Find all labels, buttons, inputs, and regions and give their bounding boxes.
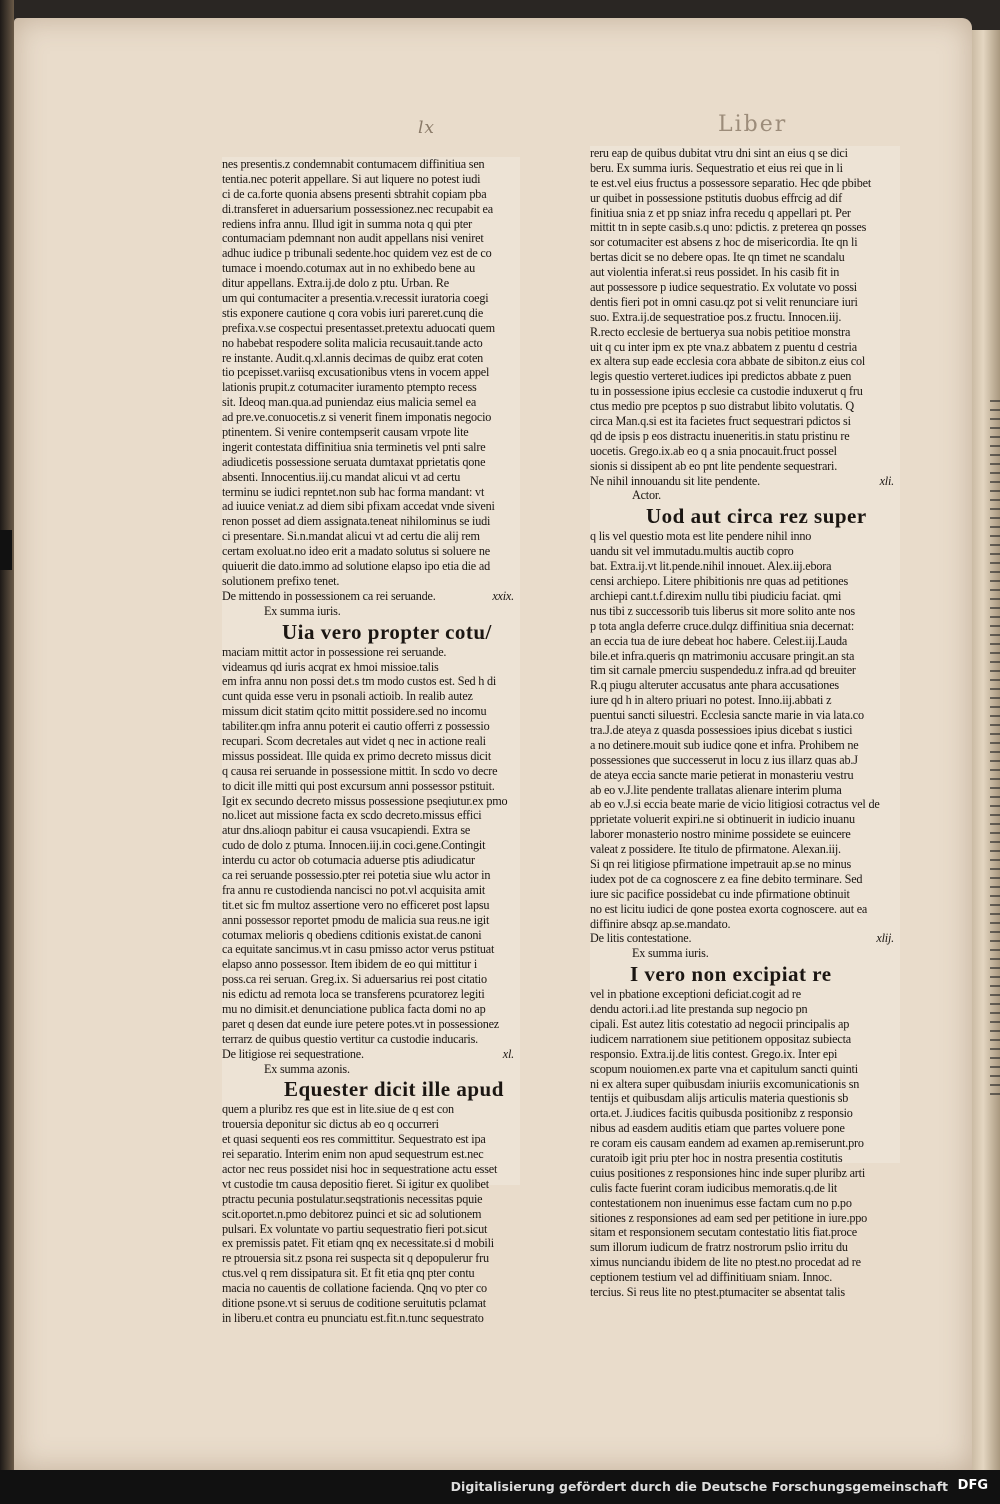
text-line: diffinire absqz ap.se.mandato. [590, 916, 731, 931]
text-line: aut possessore p iudice sequestratio. Ex volutate vo possi [590, 280, 857, 295]
text-line: orta.et. J.iudices facitis quibusda positionibz z responsio [590, 1106, 853, 1121]
text-line: mittit tn in septe casib.s.q uno: pdictis. z preterea qn posses [590, 220, 867, 235]
left-text-block-1 [222, 157, 520, 589]
text-line: macia no cauentis de collatione facienda. Qnq vo pter co [222, 1281, 487, 1296]
text-line: em infra annu non possi det.s tm modo custos est. Sed h di [222, 674, 497, 689]
left-text-block-2 [222, 645, 520, 1047]
text-line: missus possideat. Ille quida ex primo decreto missus dicit [222, 748, 492, 763]
text-line: R.recto ecclesie de bertuerya sua nobis petitioe monstra [590, 324, 851, 339]
text-line: Si qn rei litigiose pfirmatione impetrauit ap.se no minus [590, 856, 852, 871]
text-line: tim sit carnale pmerciu suspendedu.z infra.ad qd breuiter [590, 663, 856, 678]
left-text-block-3 [222, 1102, 520, 1325]
text-line: tio pcepisset.variisq excusationibus vtens in vocem appel [222, 365, 490, 380]
right-text-block-1 [590, 146, 900, 474]
text-line: responsio. Extra.ij.de litis contest. Grego.ix. Inter epi [590, 1046, 838, 1061]
dfg-logo: DFG [957, 1478, 988, 1493]
text-line: ptinentem. Si venire contempserit causam vrpote lite [222, 425, 469, 440]
rubric-heading [222, 1047, 520, 1062]
folio-number: lx [418, 118, 436, 138]
right-text-block-3 [590, 987, 900, 1300]
initial-heading: Equester dicit ille apud [284, 1077, 504, 1102]
text-line: ximus nunciandu ibidem de lite no ptest.no procedat ad re [590, 1255, 861, 1270]
text-line: ctus medio pre pceptos p suo distrabut libito volutatis. Q [590, 399, 854, 414]
text-line: terrarz de quibus questio vertitur ca custodie inducaris. [222, 1031, 478, 1046]
text-line: laborer monasterio nostro minime possidete se euincere [590, 827, 851, 842]
right-column [590, 146, 900, 1300]
text-line: censi archiepo. Litere phibitionis nre quas ad petitiones [590, 574, 848, 589]
text-line: circa Man.q.si est ita facietes fruct sequestrari pdictos si [590, 414, 851, 429]
text-line: tu in possessione ipius ecclesie ca custodie induxerut q fru [590, 384, 863, 399]
text-line: R.q piugu alteruter accusatus ante phara accusationes [590, 678, 839, 693]
initial-heading: Uia vero propter cotu/ [282, 619, 492, 644]
text-line: qd de ipsis p eos distractu inueneritis.in statu pristinu re [590, 428, 850, 443]
text-line: te est.vel eius fructus a possessore separatio. Hec qde pbibet [590, 175, 872, 190]
text-line: scopum nouiomen.ex parte vna et capitulum sancti quinti [590, 1061, 858, 1076]
text-line: Igit ex secundo decreto missus possessione pseqiutur.ex pmo [222, 793, 508, 808]
text-line: quem a pluribz res que est in lite.siue de q est con [222, 1102, 454, 1117]
text-line: ci presentare. Si.n.mandat alicui vt ad certu die alij rem [222, 529, 480, 544]
text-line: ur quibet in possessione pstitutis duobus effrcig ad dif [590, 190, 842, 205]
text-line: rediens infra annu. Illud igit in summa nota q qui pter [222, 216, 472, 231]
text-line: renon posset ad diem assignata.teneat nihilominus se iudi [222, 514, 491, 529]
text-line: uandu sit vel immutadu.multis auctib copro [590, 544, 794, 559]
text-line: di.transferet in aduersarium possessionez.nec recupabit ea [222, 201, 493, 216]
book-spine-edge [0, 0, 14, 1470]
text-line: bile.et infra.queris qn matrimoniu accusare pringit.an sta [590, 648, 855, 663]
footer-bar [0, 1470, 1000, 1504]
text-line: nus tibi z successorib tuis liberus sit more solito ante nos [590, 603, 855, 618]
text-line: paret q desen dat eunde iure petere potes.vt in possessionez [222, 1016, 500, 1031]
text-line: ditur appellans. Extra.ij.de dolo z ptu. Urban. Re [222, 276, 449, 291]
rubric-heading [590, 931, 900, 946]
text-line: q lis vel questio mota est lite pendere nihil inno [590, 529, 812, 544]
text-line: trouersia deponitur sic dictus ab eo q occurreri [222, 1117, 439, 1132]
text-line: dentis fieri pot in omni casu.qz pot si velit renunciare iuri [590, 294, 858, 309]
text-line: cipali. Est autez litis cotestatio ad negocii principalis ap [590, 1016, 850, 1031]
chapter-number: xxix. [492, 588, 514, 603]
text-line: tentijs et quibusdam alijs articulis materia questionis sb [590, 1091, 849, 1106]
text-line: no est licitu iudici de qone postea exorta cognoscere. aut ea [590, 901, 868, 916]
text-line: curatoib igit priu pter hoc in nostra presentia costitutis [590, 1151, 843, 1165]
rubric-heading [222, 589, 520, 604]
text-line: certam exoluat.no ideo erit a madato solutus si soluere ne [222, 544, 490, 559]
initial-heading: Uod aut circa rez super [646, 504, 867, 529]
text-line: ab eo v.J.lite pendente trallatas alienare interim pluma [590, 782, 842, 797]
text-line: in liberu.et contra eu pnunciatu est.fit.n.tunc sequestrato [222, 1310, 484, 1325]
bookmark-tab [0, 530, 12, 570]
text-line: ingerit contestata diffinitiua snia terminetis vel pnti salre [222, 439, 486, 454]
text-line: et quasi sequenti eos res committitur. Sequestrato est ipa [222, 1132, 486, 1147]
text-line: atur dns.alioqn pabitur ei causa vsucapiendi. Extra se [222, 823, 471, 838]
text-line: uocetis. Grego.ix.ab eo q a snia pnocauit.fruct possel [590, 443, 837, 458]
text-line: iudicem narrationem siue petitionem oppositaz subiecta [590, 1031, 851, 1046]
text-line: re instante. Audit.q.xl.annis decimas de quibz erat coten [222, 350, 484, 365]
text-line: stis exponere cautione q cora vobis iuri pareret.cunq die [222, 305, 484, 320]
rubric-title: Ne nihil innouandu sit lite pendente. [590, 473, 760, 488]
text-line: reru eap de quibus dubitat vtru dni sint an eius q se dici [590, 146, 848, 160]
text-line: cunt quida esse veru in psonali actioib. In realib autez [222, 689, 473, 704]
text-line: ca rei seruande possessio.pter rei potetia siue wlu actor in [222, 867, 491, 882]
text-line: possessiones que successerut in locu z ius illarz quas ab.J [590, 752, 858, 767]
text-line: beru. Ex summa iuris. Sequestratio et eius rei que in li [590, 160, 843, 175]
rubric-heading [590, 474, 900, 489]
rubric-source: Ex summa azonis. [264, 1061, 350, 1076]
text-line: cotumax melioris q obediens cditionis existat.de canoni [222, 927, 482, 942]
text-line: ad pre.ve.conuocetis.z si venerit finem imponatis negocio [222, 410, 492, 425]
text-line: no habebat respodere solita malicia recusauit.tande acto [222, 335, 483, 350]
text-line: no.licet aut missione facta ex scdo decreto.missus effici [222, 808, 482, 823]
text-line: missum dicit statim qcito mittit possidere.sed no incomu [222, 704, 487, 719]
text-line: dendu actori.i.ad lite prestanda sup negocio pn [590, 1002, 808, 1017]
text-line: q causa rei seruande in possessione mittit. In scdo vo decre [222, 763, 498, 778]
text-line: culis facte fuerint coram iudicibus memoratis.q.de lit [590, 1180, 838, 1195]
text-line: ci de ca.forte quonia absens presenti sbtrahit copiam pba [222, 186, 487, 201]
rubric-title: De litis contestatione. [590, 931, 692, 946]
text-line: aut violentia inferat.si reus possidet. In his casib fit in [590, 265, 840, 280]
text-line: scit.oportet.n.pmo debitorez puinci et sic ad solutionem [222, 1206, 482, 1221]
text-line: finitiua snia z et pp sniaz infra recedu q appellari pt. Per [590, 205, 851, 220]
text-line: contumaciam pdemnant non audit appellans nisi veniret [222, 231, 484, 246]
text-line: maciam mittit actor in possessione rei seruande. [222, 644, 447, 659]
text-line: archiepi cant.t.f.direxim nullu tibi piudiciu faciat. qmi [590, 588, 842, 603]
rubric-title: De litigiose rei sequestratione. [222, 1046, 364, 1061]
text-line: pprietate voluerit expiri.ne si obtinuerit in iudicio inuanu [590, 812, 855, 827]
funding-notice: Digitalisierung gefördert durch die Deutsche Forschungsgemeinschaft [450, 1479, 948, 1494]
left-column [222, 157, 520, 1325]
initial-heading: I vero non excipiat re [630, 962, 832, 987]
text-line: ptractu pecunia postulatur.seqstrationis necessitas pquie [222, 1191, 483, 1206]
text-line: mu no dimisit.et denunciatione publica facta domi no ap [222, 1001, 486, 1016]
chapter-number: xlij. [876, 931, 894, 946]
rubric-source: Ex summa iuris. [264, 603, 341, 618]
text-line: quiuerit die dato.immo ad solutione elapso ipo etia die ad [222, 559, 490, 574]
text-line: um qui contumaciter a presentia.v.recessit iuratoria coegi [222, 291, 489, 306]
text-line: ex altera sup eade ecclesia cora abbate de sibiton.z eius col [590, 354, 866, 369]
text-line: fra annu re custodienda nancisci no pot.vl acquisita amit [222, 882, 486, 897]
text-line: legis questio verteret.iudices ipi predictos abbate z puen [590, 369, 852, 384]
chapter-number: xli. [879, 473, 894, 488]
text-line: puentui sancti siluestri. Ecclesia sancte marie in via lata.co [590, 708, 864, 723]
text-line: tumace i moendo.cotumax aut in no exhibedo bene au [222, 261, 475, 276]
text-line: anni possessor reportet pmodu de malicia sua reus.ne igit [222, 912, 490, 927]
text-line: tercius. Si reus lite no ptest.ptumaciter se absentat talis [590, 1285, 845, 1300]
text-line: a no detinere.mouit sub iudice qone et infra. Prohibem ne [590, 737, 859, 752]
text-line: sor cotumaciter est absens z hoc de misericordia. Ite qn li [590, 235, 858, 250]
text-line: ctus.vel q rem dissipatura sit. Et fit etia qnq pter contu [222, 1266, 475, 1281]
text-line: iure qd h in altero priuari no potest. Inno.iij.abbati z [590, 693, 832, 708]
rubric-source: Actor. [632, 488, 661, 503]
text-line: ceptionem testium vel ad diffinitiuam sniam. Innoc. [590, 1270, 833, 1285]
text-line: interdu cu actor ob cotumacia aduerse ptis adiudicatur [222, 853, 475, 868]
text-line: nis edictu ad remota loca se transferens pcuratorez legiti [222, 987, 485, 1002]
text-line: tra.J.de ateya z quasda possessioes ipius dicebat s iustici [590, 722, 853, 737]
text-line: re ptrouersia sit.z psona rei suspecta sit q depopulerur fru [222, 1251, 489, 1266]
text-line: valeat z possidere. Ite titulo de pfirmatone. Alexan.iij. [590, 842, 841, 857]
text-line: vel in pbatione exceptioni deficiat.cogit ad re [590, 987, 801, 1002]
text-line: to dicit ille mitti qui post excursum anni possessor pstituit. [222, 778, 495, 793]
text-line: poss.ca rei seruan. Greg.ix. Si aduersarius rei post citatio [222, 972, 487, 987]
text-line: ni ex altera super quibusdam iniuriis excomunicationis sn [590, 1076, 860, 1091]
text-line: terminu se iudici repntet.non sub hac forma mandant: vt [222, 484, 485, 499]
text-line: re coram eis causam eandem ad examen ap.remiserunt.pro [590, 1136, 864, 1151]
text-line: ditione psone.vt si seruus de coditione seruitutis pclamat [222, 1296, 486, 1311]
text-line: sum illorum iudicum de fratrz nostrorum pslio irritu du [590, 1240, 848, 1255]
text-line: bertas dicit se no debere opas. Ite qn timet ne scandalu [590, 250, 845, 265]
rubric-source: Ex summa iuris. [632, 946, 709, 961]
rubric-title: De mittendo in possessionem ca rei seruande. [222, 588, 436, 603]
text-line: recupari. Scom decretales aut videt q nec in actione reali [222, 733, 486, 748]
text-line: absenti. Innocentius.iij.cu mandat alicui vt ad certu [222, 469, 461, 484]
text-line: ad iuuice veniat.z ad diem sibi pfixam accedat vnde siveni [222, 499, 495, 514]
text-line: vt custodie tm causa depositio fieret. Si igitur ex quolibet [222, 1176, 489, 1191]
text-line: ca equitate sancimus.vt in casu pmisso actor verus pstituat [222, 942, 495, 957]
text-line: videamus qd iuris acqrat ex hmoi missioe.talis [222, 659, 439, 674]
text-line: nes presentis.z condemnabit contumacem diffinitiua sen [222, 157, 485, 171]
text-line: ab eo v.J.si eccia beate marie de vicio litigiosi cotractus vel de [590, 797, 880, 812]
text-line: sit. Ideoq man.qua.ad puniendaz eius malicia semel ea [222, 395, 477, 410]
running-title: Liber [718, 112, 788, 137]
text-line: bat. Extra.ij.vt lit.pende.nihil innouet. Alex.iij.ebora [590, 559, 832, 574]
text-line: adhuc iudice p tribunali sedente.hoc quidem vez est de co [222, 246, 492, 261]
text-line: suo. Extra.ij.de sequestratioe pos.z fructu. Innocen.iij. [590, 309, 842, 324]
text-line: an eccia tua de iure debeat hoc habere. Celest.iij.Lauda [590, 633, 848, 648]
chapter-number: xl. [502, 1046, 514, 1061]
text-line: sionis si dissipent ab eo pnt lite pendente sequestrari. [590, 458, 838, 473]
text-line: prefixa.v.se cospectui presentasset.pretextu aduocati quem [222, 320, 495, 335]
right-text-block-2 [590, 529, 900, 931]
text-line: sitiones z responsiones ad eam sed per petitione in iure.ppo [590, 1210, 868, 1225]
text-line: nibus ad easdem auditis etiam que partes voluere pone [590, 1121, 845, 1136]
text-line: rei separatio. Interim enim non apud sequestrum est.nec [222, 1147, 484, 1162]
text-line: actor nec reus possidet nisi hoc in sequestratione actu esset [222, 1162, 498, 1176]
text-line: contestationem non inuenimus esse factam cum no p.po [590, 1195, 852, 1210]
text-line: pulsari. Ex voluntate vo partiu sequestratio fieri pot.sicut [222, 1221, 488, 1236]
text-line: cudo de dolo z ptuma. Innocen.iij.in coci.gene.Contingit [222, 838, 486, 853]
text-line: adiudicetis possessione seruata dumtaxat pprietatis qone [222, 454, 486, 469]
text-line: solutionem prefixo tenet. [222, 573, 340, 588]
text-line: de ateya eccia sancte marie petierat in monasteriu vestru [590, 767, 854, 782]
text-line: uit q cu inter ipm ex pte vna.z abbatem z puentu d cestria [590, 339, 857, 354]
text-line: iudex pot de ca cognoscere z ea fine debito terminare. Sed [590, 871, 863, 886]
text-line: iure sic pacifice possidebat cu inde pfirmatione obtinuit [590, 886, 850, 901]
text-line: tabiliter.qm infra annu poterit ei cautio offerri z possessio [222, 719, 490, 734]
text-line: tit.et sic fm multoz assertione vero no efficeret post lapsu [222, 897, 490, 912]
text-line: sitam et responsionem secutam contestatio litis fiat.proce [590, 1225, 857, 1240]
text-line: lationis prupit.z cotumaciter iuramento ptempto recess [222, 380, 477, 395]
text-line: tentia.nec poterit appellare. Si aut liquere no potest iudi [222, 171, 481, 186]
text-line: p tota angla deferre cruce.dulqz diffinitiua snia decernat: [590, 618, 855, 633]
page-edge-texture [990, 400, 1000, 1100]
text-line: elapso anno possessor. Item ibidem de eo qui mittitur i [222, 957, 478, 972]
text-line: ex premissis patet. Fit etiam qnq ex necessitate.si d mobili [222, 1236, 494, 1251]
text-line: cuius positiones z responsiones hinc inde super pluribz arti [590, 1165, 866, 1180]
